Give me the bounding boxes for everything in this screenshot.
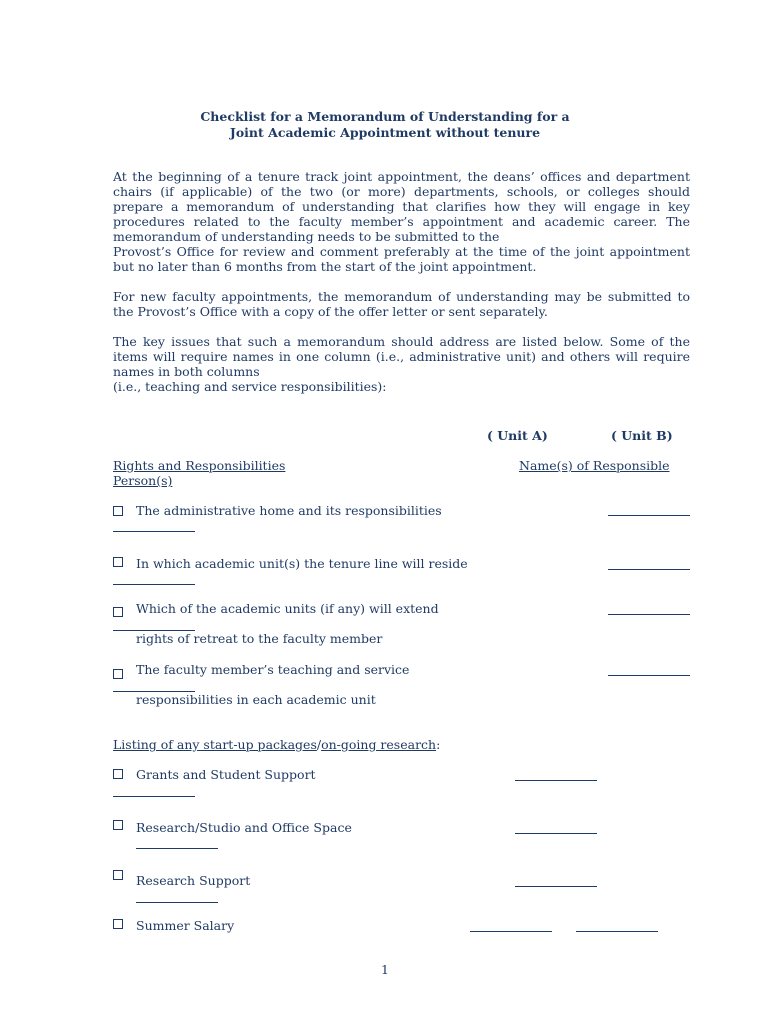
paragraph-line: names in both columns [113, 364, 260, 379]
startup-item-research-studio-office: Research/Studio and Office Space [136, 820, 352, 835]
unit-a-name-blank[interactable] [515, 780, 597, 781]
startup-heading-separator: / [316, 737, 322, 752]
startup-heading-part2: on-going research [321, 737, 437, 752]
checkbox-rights-of-retreat[interactable] [113, 607, 123, 617]
unit-a-name-blank[interactable] [608, 675, 690, 676]
paragraph-line: chairs (if applicable) of the two (or more) departments, schools, or colleges should [113, 184, 690, 199]
unit-b-column-header: ( Unit B) [611, 428, 673, 443]
responsible-persons-heading: Name(s) of Responsible [519, 458, 670, 473]
startup-packages-heading [113, 737, 440, 752]
startup-item-grants-student-support: Grants and Student Support [136, 767, 316, 782]
checkbox-research-support[interactable] [113, 870, 123, 880]
paragraph-line: procedures related to the faculty member’s appointment and academic career. The [113, 214, 690, 229]
item-teaching-service-continued: responsibilities in each academic unit [136, 692, 376, 707]
paragraph-line: (i.e., teaching and service responsibilities): [113, 379, 387, 394]
unit-a-name-blank[interactable] [515, 886, 597, 887]
unit-b-name-blank[interactable] [576, 931, 658, 932]
unit-a-name-blank[interactable] [608, 569, 690, 570]
paragraph-line: Provost’s Office for review and comment preferably at the time of the joint appointment [113, 244, 690, 259]
paragraph-line: items will require names in one column (i.e., administrative unit) and others will require [113, 349, 690, 364]
item-rights-of-retreat: Which of the academic units (if any) will extend [136, 601, 439, 616]
item-administrative-home: The administrative home and its responsibilities [136, 503, 442, 518]
startup-item-summer-salary: Summer Salary [136, 918, 235, 933]
unit-a-name-blank[interactable] [608, 614, 690, 615]
paragraph-line: the Provost’s Office with a copy of the offer letter or sent separately. [113, 304, 548, 319]
checkbox-tenure-line[interactable] [113, 557, 123, 567]
document-title-line2: Joint Academic Appointment without tenure [229, 125, 541, 140]
checkbox-research-studio-office[interactable] [113, 820, 123, 830]
checkbox-teaching-service[interactable] [113, 669, 123, 679]
checkbox-grants-student-support[interactable] [113, 769, 123, 779]
unit-a-name-blank[interactable] [608, 515, 690, 516]
startup-item-research-support: Research Support [136, 873, 251, 888]
unit-a-name-blank[interactable] [470, 931, 552, 932]
paragraph-line: The key issues that such a memorandum should address are listed below. Some of the [113, 334, 690, 349]
document-title-line1: Checklist for a Memorandum of Understanding for a [200, 109, 570, 124]
intro-paragraph-2 [113, 289, 690, 319]
intro-paragraph-3 [113, 334, 690, 394]
paragraph-line: memorandum of understanding needs to be submitted to the [113, 229, 500, 244]
unit-b-name-blank[interactable] [136, 902, 218, 903]
intro-paragraph-1 [113, 169, 690, 274]
responsible-persons-heading-continued: Person(s) [113, 473, 173, 488]
paragraph-line: but no later than 6 months from the start of the joint appointment. [113, 259, 537, 274]
item-teaching-service: The faculty member’s teaching and service [136, 662, 410, 677]
page-number: 1 [381, 962, 389, 977]
checkbox-administrative-home[interactable] [113, 506, 123, 516]
unit-a-column-header: ( Unit A) [487, 428, 548, 443]
paragraph-line: For new faculty appointments, the memorandum of understanding may be submitted to [113, 289, 690, 304]
startup-heading-colon: : [436, 737, 441, 752]
unit-b-name-blank[interactable] [136, 848, 218, 849]
paragraph-line: prepare a memorandum of understanding that clarifies how they will engage in key [113, 199, 690, 214]
unit-b-name-blank[interactable] [113, 584, 195, 585]
unit-b-name-blank[interactable] [113, 531, 195, 532]
startup-heading-part1: Listing of any start-up packages [113, 737, 317, 752]
unit-b-name-blank[interactable] [113, 796, 195, 797]
paragraph-line: At the beginning of a tenure track joint appointment, the deans’ offices and department [113, 169, 690, 184]
item-tenure-line: In which academic unit(s) the tenure line will reside [136, 556, 468, 571]
checkbox-summer-salary[interactable] [113, 919, 123, 929]
unit-a-name-blank[interactable] [515, 833, 597, 834]
rights-responsibilities-heading: Rights and Responsibilities [113, 458, 286, 473]
item-rights-of-retreat-continued: rights of retreat to the faculty member [136, 631, 383, 646]
